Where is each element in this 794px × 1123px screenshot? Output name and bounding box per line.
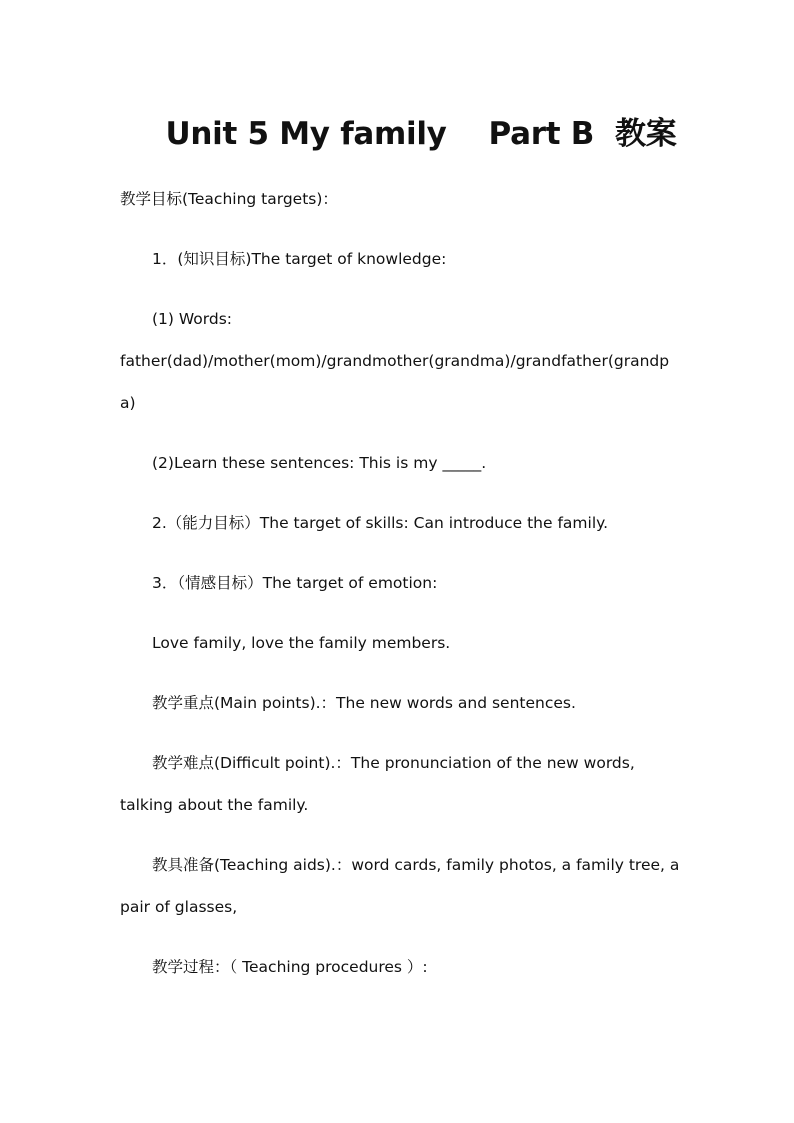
skills-target-line: 2.（能力目标）The target of skills: Can introduce the family. <box>152 514 609 532</box>
words-list-line: father(dad)/mother(mom)/grandmother(grandma)/grandfather(grandp <box>120 352 670 370</box>
knowledge-target-line: 1．(知识目标)The target of knowledge: <box>152 250 447 268</box>
teaching-targets-heading: 教学目标(Teaching targets)： <box>120 190 338 208</box>
emotion-target-line: 3．（情感目标）The target of emotion: <box>152 574 438 592</box>
difficult-point-continuation: talking about the family. <box>120 796 309 814</box>
teaching-aids-continuation: pair of glasses, <box>120 898 238 916</box>
teaching-aids-line: 教具准备(Teaching aids).：word cards, family photos, a family tree, a <box>152 856 680 874</box>
sentences-line: (2)Learn these sentences: This is my _____. <box>152 454 487 472</box>
teaching-procedures-line: 教学过程：（ Teaching procedures ）: <box>152 958 428 976</box>
main-points-line: 教学重点(Main points).：The new words and sentences. <box>152 694 576 712</box>
words-label-line: (1) Words: <box>152 310 233 328</box>
love-family-line: Love family, love the family members. <box>152 634 451 652</box>
words-list-continuation: a) <box>120 394 136 412</box>
document-title: Unit 5 My family Part B 教案 <box>165 116 677 152</box>
difficult-point-line: 教学难点(Difficult point).：The pronunciation of the new words, <box>152 754 635 772</box>
